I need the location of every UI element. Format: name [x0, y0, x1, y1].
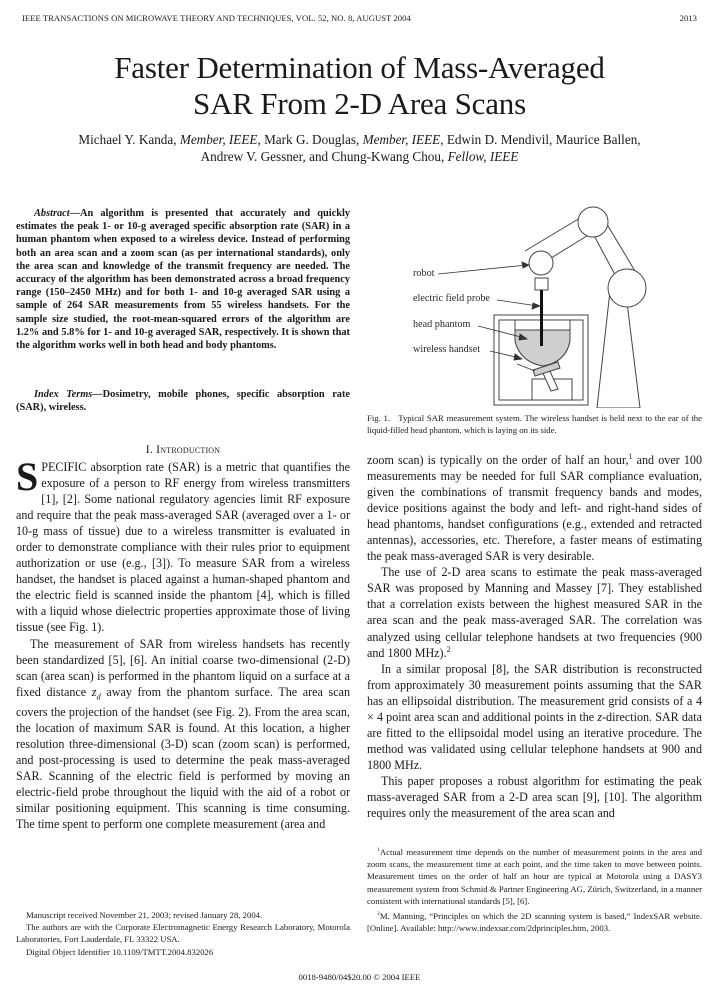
- author-name: , Edwin D. Mendivil, Maurice Ballen,: [440, 132, 641, 147]
- math-variable-zd: $z_d$: [91, 684, 101, 702]
- leader-probe: [497, 300, 538, 306]
- paragraph-text: This paper proposes a robust algorithm for estimating the peak mass-averaged SAR from a 2-D area scan [9], [10]. The algorithm requires only the measurement of the area scan and: [367, 773, 702, 821]
- paragraph-text: The measurement of SAR from wireless handsets has recently been standardized [5], [6]. An initial coarse two-dimensional (2-D) scan (area scan) is performed in the phantom liquid on a surface at a fixed distance: [16, 636, 350, 699]
- abstract: [16, 207, 350, 352]
- robot-joint-wrist: [529, 251, 553, 275]
- section-title: Introduction: [156, 442, 221, 456]
- index-terms-dash: —: [92, 389, 103, 400]
- index-terms-text: Dosimetry, mobile phones, specific absorption rate (SAR), wireless.: [16, 389, 350, 414]
- leader-handset-tail: [517, 364, 535, 371]
- author-grade: Member, IEEE: [179, 132, 258, 147]
- paragraph-text: PECIFIC absorption rate (SAR) is a metric that quantifies the exposure of a person to RF energy from wireless transmitters [1], [2]. Some national regulatory agencies limit RF exposure and require that the peak mass-averaged SAR (averaged over a 1- or 10-g mass of tissue) due to a wireless transmitter is evaluated in order to demonstrate compliance with their rules prior to equipment authorization or use (e.g., [3]). To measure SAR from a wireless handset, the handset is placed against a human-shaped phantom and the electric field is scanned inside the phantom [4], which is filled with a liquid whose dielectric properties approximate those of living tissue (see Fig. 1).: [16, 460, 350, 635]
- paragraph: [16, 636, 350, 833]
- footnote-number: 2: [377, 911, 380, 918]
- figure-1: [365, 196, 719, 408]
- footnotes-right: [367, 846, 702, 937]
- figure-1-caption: [367, 412, 702, 437]
- author-list: [30, 131, 689, 165]
- paragraph: [367, 564, 702, 660]
- index-terms: [16, 388, 350, 414]
- paragraph-text: zoom scan) is typically on the order of half an hour,: [367, 453, 629, 467]
- footnote: [367, 910, 702, 934]
- footnote: [367, 846, 702, 907]
- right-column-body: [367, 452, 702, 821]
- math-variable-z: z: [597, 709, 603, 724]
- paragraph: [367, 661, 702, 773]
- electric-field-probe: [540, 290, 543, 346]
- footnote-number: 1: [377, 847, 380, 854]
- author-grade: Fellow, IEEE: [447, 149, 519, 164]
- copyright-line: 0018-9480/04$20.00 © 2004 IEEE: [298, 972, 421, 982]
- footnote-text: Actual measurement time depends on the number of measurement points in the area and zoom scans, the measurement time at each point, and the time taken to move between points. Measurement times on the order of half an hour are typical at Motorola using a DASY3 measurement system from Schmid & Partner Engineering AG, Zürich, Switzerland, in a manner consistent with international standards [5], [6].: [367, 847, 702, 906]
- arrowhead: [532, 303, 540, 309]
- label-electric-field-probe: electric field probe: [413, 293, 490, 304]
- caption-label: Fig. 1.: [367, 413, 391, 423]
- arrowhead: [514, 354, 522, 360]
- probe-holder: [535, 278, 548, 290]
- title-line-2: SAR From 2-D Area Scans: [193, 86, 526, 121]
- label-head-phantom: head phantom: [413, 319, 471, 330]
- paragraph-text: away from the phantom surface. The area scan covers the projection of the handset (see Fig. 2). From the area scan, the location of maximum SAR is found. At this location, a higher resolution three-dimensional (3-D) scan (zoom scan) is performed, and post-processing is used to determine the peak mass-averaged SAR. Scanning of the electric field is performed by moving an electric-field probe throughout the liquid with the aid of a robot or similar positioning equipment. This scanning is time consuming. The time spent to perform one complete measurement (area and: [16, 684, 350, 832]
- drop-cap: S: [16, 454, 39, 499]
- robot-arm-link: [525, 218, 580, 251]
- label-wireless-handset: wireless handset: [413, 344, 481, 355]
- paper-title: [0, 50, 719, 122]
- footnote-text: M. Manning, “Principles on which the 2D scanning system is based,” IndexSAR website. [Online]. Available: http://www.indexsar.com/2dprinciples.htm, 2003.: [367, 911, 702, 934]
- manuscript-received: Manuscript received November 21, 2003; revised January 28, 2004.: [26, 910, 263, 920]
- abstract-label: Abstract: [34, 208, 70, 219]
- journal-name: IEEE TRANSACTIONS ON MICROWAVE THEORY AND TECHNIQUES, VOL. 52, NO. 8, AUGUST 2004: [22, 13, 411, 23]
- title-line-1: Faster Determination of Mass-Averaged: [114, 50, 605, 85]
- doi: Digital Object Identifier 10.1109/TMTT.2004.832026: [26, 946, 214, 957]
- robot-joint-elbow: [608, 269, 646, 307]
- paragraph: [16, 454, 350, 636]
- robot-joint-top: [578, 207, 608, 237]
- author-name: , Mark G. Douglas,: [257, 132, 363, 147]
- label-robot: robot: [413, 268, 435, 279]
- author-line-2: [30, 148, 689, 165]
- paragraph-text: -direction. SAR data are fitted to the ellipsoidal model using an iterative procedure. The method was validated using cellular telephone handsets at 900 and 1800 MHz.: [367, 709, 703, 772]
- paragraph-text: In a similar proposal [8], the SAR distribution is reconstructed from approximately 30 measurement points assuming that the SAR has an ellipsoidal distribution. The measurement grid consists of a 4 × 4 point area scan and additional points in the: [367, 661, 702, 724]
- arrowhead: [522, 262, 529, 268]
- paragraph: [367, 452, 702, 564]
- author-affiliation: The authors are with the Corporate Electromagnetic Energy Research Laboratory, Motorola Laboratories, Fort Lauderdale, FL 33322 USA.: [16, 922, 350, 945]
- footnote-mark[interactable]: 1: [628, 451, 633, 461]
- footnote-mark[interactable]: 2: [446, 644, 451, 654]
- section-number: I.: [145, 442, 157, 456]
- author-line-1: [30, 131, 689, 148]
- introduction-body: [16, 454, 350, 832]
- manuscript-footnotes: [16, 909, 350, 958]
- leader-robot: [438, 265, 527, 274]
- author-name: Andrew V. Gessner, and Chung-Kwang Chou,: [200, 149, 448, 164]
- author-grade: Member, IEEE: [362, 132, 441, 147]
- abstract-text: An algorithm is presented that accurately and quickly estimates the peak 1- or 10-g averaged specific absorption rate (SAR) in a human phantom when exposed to a wireless device. Instead of performing both an area scan and a zoom scan (as per international standards), only the area scan and knowledge of the transmit frequency are needed. The accuracy of the algorithm has been demonstrated across a broad frequency range (150–2450 MHz) and for both 1- and 10-g averaged SAR using a sample of 264 SAR measurements from 55 wireless handsets. For the sample size studied, the root-mean-squared errors of the algorithm are 1.2% and 5.8% for 1- and 10-g averaged SAR, respectively. It is shown that the algorithm works well in both head and body phantoms.: [16, 208, 350, 352]
- caption-text: Typical SAR measurement system. The wireless handset is held next to the ear of the liquid-filled head phantom, which is laying on its side.: [367, 413, 703, 436]
- paragraph: [367, 773, 702, 821]
- author-name: Michael Y. Kanda,: [78, 132, 180, 147]
- abstract-dash: —: [69, 208, 80, 219]
- page-number: 2013: [679, 13, 697, 23]
- paragraph-text: The use of 2-D area scans to estimate the peak mass-averaged SAR was proposed by Manning and Massey [7]. They established that a correlation exists between the highest measured SAR in the area scan and the peak mass-averaged SAR. The correlation was analyzed using cellular telephone handsets at two frequencies (900 and 1800 MHz).: [367, 565, 702, 660]
- index-terms-label: Index Terms: [34, 389, 93, 400]
- section-heading-introduction: [16, 442, 350, 457]
- paragraph-text: and over 100 measurements may be needed for full SAR compliance evaluation, given the combinations of transmit frequency bands and modes, device positions against the body and left- and right-hand sides of head phantoms, handset configurations (e.g., extended and retracted antennas), accessories, etc. Therefore, a faster means of estimating the peak mass-averaged SAR is very desirable.: [367, 453, 702, 564]
- running-head: [22, 13, 697, 23]
